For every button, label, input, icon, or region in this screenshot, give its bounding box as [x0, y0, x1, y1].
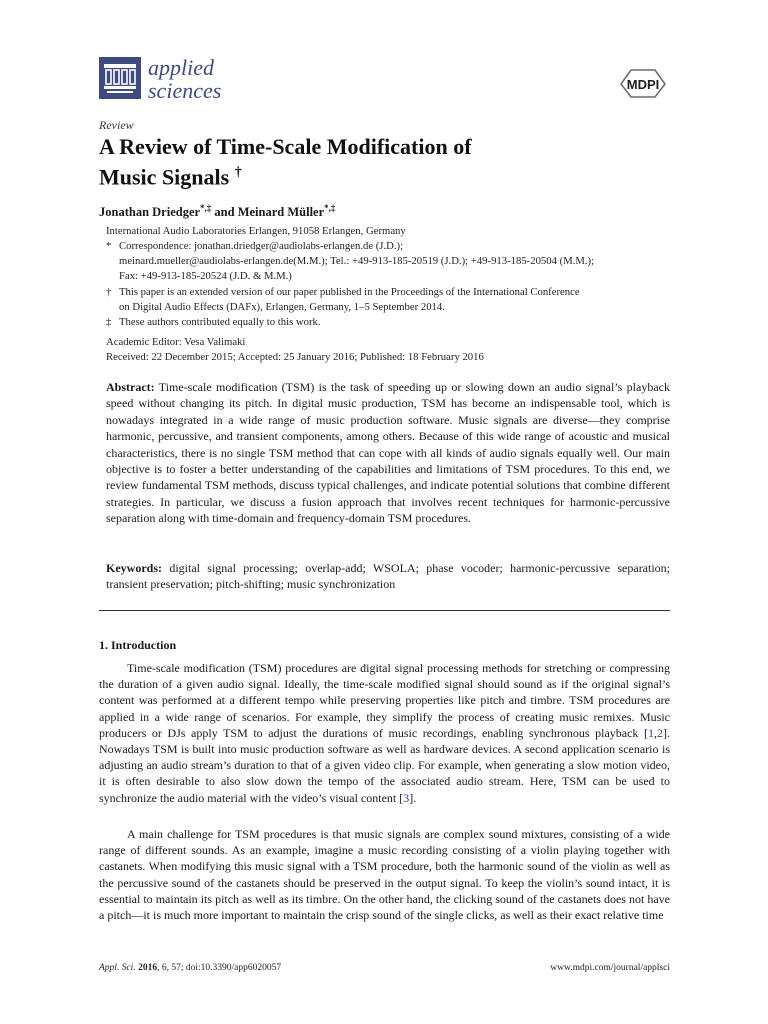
affiliation: International Audio Laboratories Erlangen, 91058 Erlangen, Germany: [106, 225, 406, 237]
keywords-text: digital signal processing; overlap-add; WSOLA; phase vocoder; harmonic-percussive separation; transient preservation; pitch-shifting; music synchronization: [106, 561, 671, 592]
footer-url-link[interactable]: www.mdpi.com/journal/applsci: [550, 963, 670, 973]
intro-paragraph-1: [99, 660, 670, 806]
dagger-line2: on Digital Audio Effects (DAFx), Erlangen, Germany, 1–5 September 2014.: [119, 301, 445, 313]
dagger-mark: †: [106, 286, 112, 298]
footer-year: 2016: [138, 963, 158, 973]
journal-name-line1: applied: [148, 55, 214, 80]
p1-text-b: ]. Nowadays TSM is built into music production software as well as hardware devices. A second application scenario is adjusting an audio stream’s duration to that of a given video clip. For example, when generating a slow motion video, it is often desirable to also slow down the tempo of the associated audio stream. Here, TSM can be used to synchronize the audio material with the video’s visual content [: [99, 725, 670, 805]
journal-logo-icon: [99, 57, 141, 99]
title-dagger-mark: †: [234, 165, 242, 180]
p1-comma: ,: [654, 725, 657, 740]
citation-link-3[interactable]: 3: [403, 790, 410, 805]
correspondence-note: [106, 239, 696, 284]
journal-name-line2: sciences: [148, 78, 222, 103]
abstract-text: Time-scale modification (TSM) is the task of speeding up or slowing down an audio signal’s playback speed without changing its pitch. In digital music production, TSM has become an indispensable tool, which is nowadays integrated in a wide range of music production software. Music signals are diverse—they comprise harmonic, percussive, and transient components, among others. Because of this wide range of acoustic and musical characteristics, there is no single TSM method that can cope with all kinds of audio signals equally well. Our main objective is to foster a better understanding of the capabilities and limitations of TSM procedures. To this end, we review fundamental TSM methods, discuss typical challenges, and indicate potential solutions that combine different strategies. In particular, we discuss a fusion approach that involves recent techniques for harmonic-percussive separation along with time-domain and frequency-domain TSM procedures.: [106, 380, 670, 526]
corr-line3: Fax: +49-913-185-20524 (J.D. & M.M.): [119, 270, 292, 282]
ddagger-text: These authors contributed equally to this work.: [119, 316, 321, 328]
ddagger-mark: ‡: [106, 316, 112, 328]
article-title: [99, 134, 699, 190]
footer-citation: [99, 963, 281, 973]
author-2-marks: *,‡: [324, 203, 336, 213]
academic-editor: Academic Editor: Vesa Valimaki: [106, 336, 246, 348]
keywords: [106, 560, 670, 593]
author-1: Jonathan Driedger: [99, 205, 201, 220]
abstract-label: Abstract:: [106, 380, 155, 394]
double-dagger-note: [106, 315, 696, 330]
footer-journal: Appl. Sci.: [99, 963, 136, 973]
author-list: [99, 203, 335, 220]
citation-link-1[interactable]: 1: [648, 725, 654, 740]
corr-mark: *: [106, 240, 112, 252]
publisher-logo-text: MDPI: [626, 77, 660, 92]
title-line1: A Review of Time-Scale Modification of: [99, 134, 472, 159]
article-type: Review: [99, 118, 134, 132]
keywords-label: Keywords:: [106, 561, 162, 575]
section-heading: 1. Introduction: [99, 638, 177, 652]
p1-text-c: ].: [409, 790, 417, 805]
corr-line1: Correspondence: jonathan.driedger@audiolabs-erlangen.de (J.D.);: [119, 240, 404, 252]
publication-dates: Received: 22 December 2015; Accepted: 25 January 2016; Published: 18 February 2016: [106, 351, 484, 363]
abstract: [106, 379, 670, 527]
dagger-note: [106, 285, 696, 315]
corr-line2: meinard.mueller@audiolabs-erlangen.de(M.M.); Tel.: +49-913-185-20519 (J.D.); +49-913-185-20504 (M.M.);: [119, 255, 595, 267]
intro-paragraph-2: A main challenge for TSM procedures is that music signals are complex sound mixtures, consisting of a wide range of different sounds. As an example, imagine a music recording consisting of a violin playing together with castanets. When modifying this music signal with a TSM procedure, both the harmonic sound of the violin as well as the percussive sound of the castanets should be preserved in the output signal. To keep the violin’s sound intact, it is essential to maintain its pitch as well as its timbre. On the other hand, the clicking sound of the castanets does not have a pitch—it is much more important to maintain the crisp sound of the single clicks, as well as their exact relative time: [99, 827, 670, 923]
title-line2: Music Signals: [99, 164, 230, 190]
author-2: Meinard Müller: [237, 205, 325, 220]
dagger-line1: This paper is an extended version of our paper published in the Proceedings of the International Conference: [119, 286, 580, 298]
p1-text-a: Time-scale modification (TSM) procedures are digital signal processing methods for stretching or compressing the duration of a given audio signal. Ideally, the time-scale modified signal should sound as if the original signal’s content was performed at a different tempo while preserving properties like pitch and timbre. TSM procedures are applied in a wide range of scenarios. For example, they simplify the process of creating music remixes. Music producers or DJs apply TSM to adjust the durations of music recordings, enabling synchronous playback [: [99, 661, 670, 740]
citation-link-2[interactable]: 2: [657, 725, 663, 740]
mdpi-logo-icon: [617, 66, 669, 100]
footer-citation-text: , 6, 57; doi:10.3390/app6020057: [157, 963, 282, 973]
author-1-marks: *,‡: [200, 203, 212, 213]
author-conjunction: and: [214, 205, 235, 220]
section-divider: [99, 610, 670, 611]
